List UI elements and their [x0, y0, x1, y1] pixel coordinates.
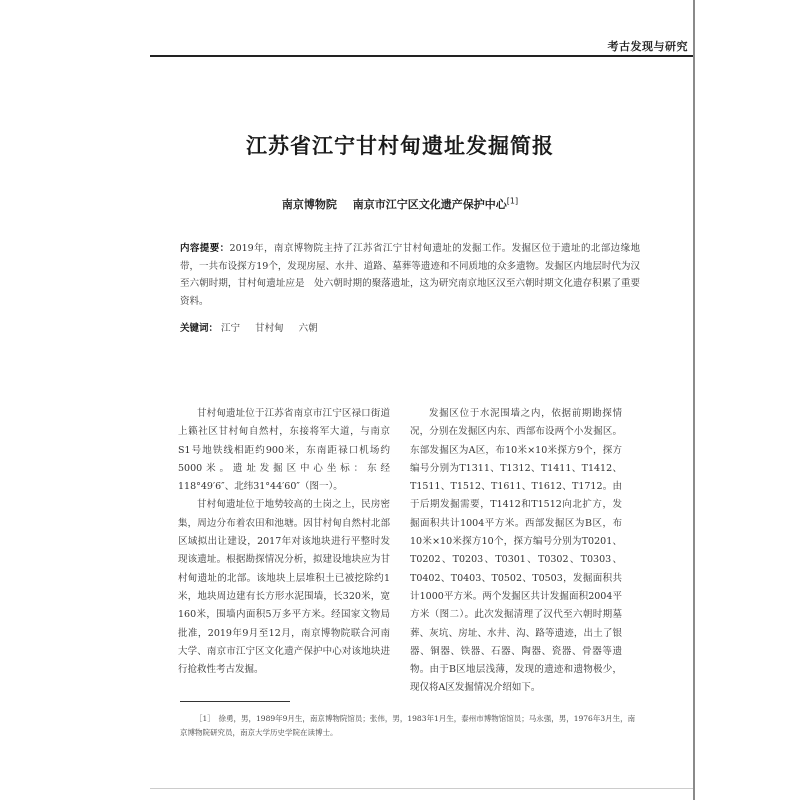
author-note-mark: [1]: [506, 196, 519, 206]
keyword: 甘村甸: [255, 323, 284, 334]
author-1: 南京博物院: [281, 198, 337, 211]
keywords-label: 关键词：: [180, 323, 219, 334]
paragraph: 甘村甸遗址位于江苏省南京市江宁区禄口街道上籁社区甘村甸自然村，东接将军大道，与南京S1号地铁线相距约900米，东南距禄口机场约5000米。遗址发掘区中心坐标：东经118°49′6″、北纬31°44′60″（图一）。: [178, 408, 390, 493]
keyword: 六朝: [298, 323, 318, 334]
body-column-left: [178, 405, 390, 679]
header-rule: [150, 55, 693, 57]
paragraph: 发掘区位于水泥围墙之内，依据前期勘探情况，分别在发掘区内东、西部布设两个小发掘区。东部发掘区为A区，布10米×10米探方9个，探方编号分别为T1311、T1312、T1411、T1412、T1511、T1512、T1611、T1612、T1712。由于后期发掘需要，T1412和T1512向北扩方，发掘面积共计1004平方米。西部发掘区为B区，布10米×10米探方10个，探方编号分别为T0201、T0202、T0203、T0301、T0302、T0303、T0402、T0403、T0502、T0503，发掘面积共计1000平方米。两个发掘区共计发掘面积2004平方米（图二）。此次发掘清理了汉代至六朝时期墓葬、灰坑、房址、水井、沟、路等遗迹，出土了银器、铜器、铁器、石器、陶器、瓷器、骨器等遗物。由于B区地层浅薄，发现的遗迹和遗物极少，现仅将A区发掘情况介绍如下。: [410, 408, 622, 694]
keyword: 江宁: [221, 323, 241, 334]
author-2: [353, 198, 518, 211]
body-column-right: [410, 405, 622, 698]
keywords: [180, 320, 640, 337]
article-title: 江苏省江宁甘村甸遗址发掘简报: [246, 134, 554, 158]
abstract-text: 2019年，南京博物院主持了江苏省江宁甘村甸遗址的发掘工作。发掘区位于遗址的北部边缘地带，一共布设探方19个，发现房屋、水井、道路、墓葬等遗迹和不同质地的众多遗物。发掘区内地层时代为汉至六朝时期，甘村甸遗址应是 处六朝时期的聚落遗址，这为研究南京地区汉至六朝时期文化遗存积累了重要资料。: [180, 243, 640, 307]
author-2-name: 南京市江宁区文化遗产保护中心: [352, 198, 507, 211]
abstract-label: 内容提要：: [180, 243, 230, 254]
page-edge: [693, 0, 695, 800]
footnote: ［1］ 徐勇，男，1989年9月生，南京博物院馆员；张伟，男，1983年1月生，泰州市博物馆馆员；马永强，男，1976年3月生，南京博物院研究员，南京大学历史学院在读博士。: [180, 714, 636, 737]
section-label: 考古发现与研究: [607, 40, 688, 53]
footnote-rule: [180, 701, 290, 702]
abstract: [180, 240, 640, 310]
bottom-rule: [150, 788, 693, 789]
authors-line: [0, 196, 800, 212]
paragraph: 甘村甸遗址位于地势较高的土岗之上，民房密集，周边分布着农田和池塘。因甘村甸自然村北部区域拟出让建设，2017年对该地块进行平整时发现该遗址。根据勘探情况分析，拟建设地块应为甘村甸遗址的北部。该地块上层堆积土已被挖除约1米，地块周边建有长方形水泥围墙，长320米，宽160米，围墙内面积5万多平方米。经国家文物局批准，2019年9月至12月，南京博物院联合河南大学、南京市江宁区文化遗产保护中心对该地块进行抢救性考古发掘。: [178, 499, 390, 676]
